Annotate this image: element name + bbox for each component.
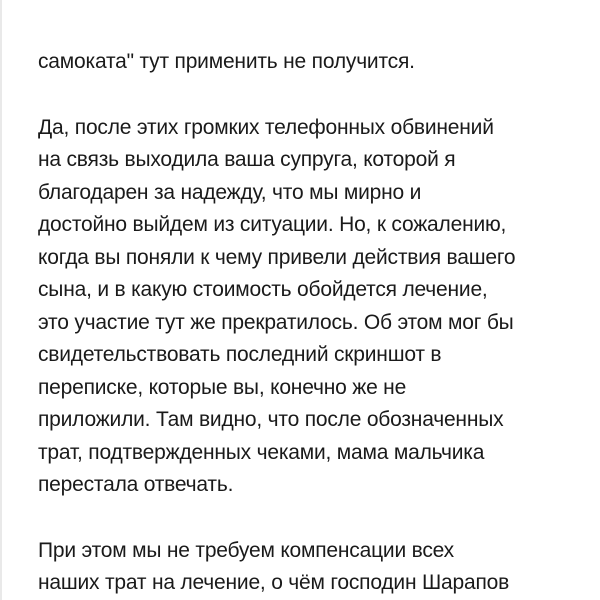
paragraph-2 [38, 112, 578, 502]
text-line: благодарен за надежду, что мы мирно и [38, 180, 422, 204]
text-line: трат, подтвержденных чеками, мама мальчика [38, 440, 485, 464]
text-line: приложили. Там видно, что после обозначенных [38, 408, 504, 431]
text-line: перестала отвечать. [38, 473, 234, 496]
text-line: свидетельствовать последний скриншот в [38, 343, 442, 366]
paragraph-3 [38, 535, 578, 600]
text-line: самоката" тут применить не получится. [38, 50, 415, 73]
page-edge-divider [0, 0, 2, 600]
text-line: наших трат на лечение, о чём господин Шарапов [38, 571, 510, 594]
text-line: достойно выйдем из ситуации. Но, к сожалению, [38, 213, 507, 236]
document-body [38, 46, 578, 600]
text-line: это участие тут же прекратилось. Об этом мог бы [38, 310, 514, 334]
text-line: Да, после этих громких телефонных обвинений [38, 115, 494, 139]
text-line: сына, и в какую стоимость обойдется лечение, [38, 278, 488, 301]
text-line: переписке, которые вы, конечно же не [38, 375, 407, 399]
text-line: когда вы поняли к чему привели действия вашего [38, 245, 516, 269]
text-line: на связь выходила ваша супруга, которой я [38, 148, 456, 171]
paragraph-spacer [38, 502, 578, 535]
paragraph-1 [38, 46, 578, 79]
text-line: При этом мы не требуем компенсации всех [38, 538, 454, 562]
paragraph-spacer [38, 79, 578, 112]
